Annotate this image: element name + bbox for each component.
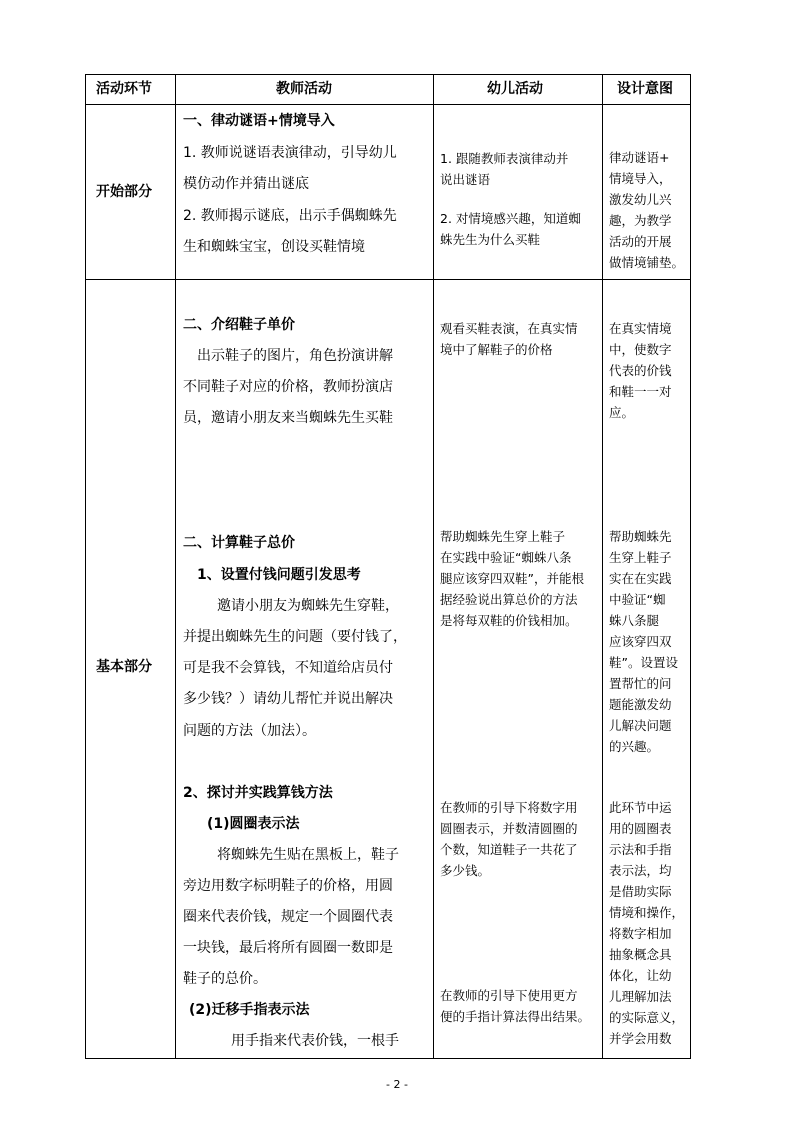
intent-line: 在真实情境 bbox=[609, 321, 672, 336]
intent-line: 代表的价钱 bbox=[609, 363, 672, 378]
intent-line: 表示法，均 bbox=[609, 863, 672, 878]
child-line: 观看买鞋表演，在真实情 bbox=[440, 321, 578, 336]
child-line: 是将每双鞋的价钱相加。 bbox=[440, 613, 578, 628]
teacher-line: 出示鞋子的图片，角色扮演讲解 bbox=[197, 348, 393, 364]
intent-line: 应该穿四双 bbox=[609, 634, 672, 649]
child-line: 在教师的引导下将数字用 bbox=[440, 800, 578, 815]
intent-line: 并学会用数 bbox=[609, 1031, 672, 1046]
intent-line: 律动谜语+ bbox=[609, 150, 670, 165]
intent-line: 蛛八条腿 bbox=[609, 613, 660, 628]
child-line: 圆圈表示，并数清圆圈的 bbox=[440, 821, 578, 836]
child-line: 境中了解鞋子的价格 bbox=[440, 342, 553, 357]
intent-line: 题能激发幼 bbox=[609, 697, 672, 712]
teacher-line: 二、计算鞋子总价 bbox=[183, 535, 295, 551]
intent-line: 激发幼儿兴 bbox=[609, 192, 672, 207]
stage-start: 开始部分 bbox=[96, 184, 152, 200]
teacher-line: 1、设置付钱问题引发思考 bbox=[197, 567, 361, 583]
teacher-line: 将蜘蛛先生贴在黑板上，鞋子 bbox=[217, 847, 399, 863]
intent-line: 体化，让幼 bbox=[609, 968, 672, 983]
teacher-line: 一块钱，最后将所有圆圈一数即是 bbox=[183, 940, 393, 956]
child-line: 腿应该穿四双鞋”，并能根 bbox=[440, 571, 584, 586]
intent-line: 中，使数字 bbox=[609, 342, 672, 357]
intent-line: 生穿上鞋子 bbox=[609, 550, 672, 565]
intent-line: 鞋”。设置设 bbox=[609, 655, 678, 670]
teacher-line: 1. 教师说谜语表演律动，引导幼儿 bbox=[183, 145, 397, 161]
teacher-line: 邀请小朋友为蜘蛛先生穿鞋， bbox=[217, 598, 399, 614]
child-line: 多少钱。 bbox=[440, 863, 491, 878]
child-line: 在教师的引导下使用更方 bbox=[440, 988, 578, 1003]
child-line: 蛛先生为什么买鞋 bbox=[440, 232, 541, 247]
teacher-line: 2. 教师揭示谜底，出示手偶蜘蛛先 bbox=[183, 208, 397, 224]
intent-line: 将数字相加 bbox=[609, 926, 672, 941]
child-line: 在实践中验证“蜘蛛八条 bbox=[440, 550, 572, 565]
stage-basic: 基本部分 bbox=[96, 659, 152, 675]
column-divider bbox=[602, 75, 603, 1058]
teacher-line: (1)圆圈表示法 bbox=[207, 816, 300, 832]
row-divider bbox=[86, 279, 690, 280]
header-stage: 活动环节 bbox=[96, 81, 152, 97]
page-number: - 2 - bbox=[386, 1078, 408, 1091]
child-line: 便的手指计算法得出结果。 bbox=[440, 1009, 591, 1024]
teacher-line: 生和蜘蛛宝宝，创设买鞋情境 bbox=[183, 239, 365, 255]
intent-line: 置帮忙的问 bbox=[609, 676, 672, 691]
teacher-line: 二、介绍鞋子单价 bbox=[183, 317, 295, 333]
teacher-line: 问题的方法（加法）。 bbox=[183, 723, 316, 739]
row-divider bbox=[86, 104, 690, 105]
intent-line: 儿理解加法 bbox=[609, 989, 672, 1004]
intent-line: 情境导入， bbox=[609, 171, 672, 186]
teacher-line: 可是我不会算钱，不知道给店员付 bbox=[183, 660, 393, 676]
column-divider bbox=[175, 75, 176, 1058]
intent-line: 抽象概念具 bbox=[609, 947, 672, 962]
teacher-line: 2、探讨并实践算钱方法 bbox=[183, 785, 333, 801]
child-line: 2. 对情境感兴趣，知道蜘 bbox=[440, 211, 581, 226]
intent-line: 应。 bbox=[609, 405, 635, 420]
intent-line: 做情境铺垫。 bbox=[609, 255, 685, 270]
child-line: 说出谜语 bbox=[440, 172, 491, 187]
header-teacher: 教师活动 bbox=[276, 81, 332, 97]
teacher-line: 并提出蜘蛛先生的问题（要付钱了， bbox=[183, 629, 407, 645]
intent-line: 是借助实际 bbox=[609, 884, 672, 899]
header-intent: 设计意图 bbox=[617, 81, 673, 97]
child-line: 个数，知道鞋子一共花了 bbox=[440, 842, 578, 857]
teacher-line: 旁边用数字标明鞋子的价格，用圆 bbox=[183, 878, 393, 894]
intent-line: 示法和手指 bbox=[609, 842, 672, 857]
teacher-line: (2)迁移手指表示法 bbox=[189, 1002, 310, 1018]
intent-line: 的实际意义， bbox=[609, 1010, 685, 1025]
intent-line: 的兴趣。 bbox=[609, 739, 660, 754]
teacher-line: 用手指来代表价钱，一根手 bbox=[231, 1033, 399, 1049]
intent-line: 和鞋一一对 bbox=[609, 384, 672, 399]
child-line: 帮助蜘蛛先生穿上鞋子 bbox=[440, 529, 566, 544]
intent-line: 中验证“蜘 bbox=[609, 592, 666, 607]
teacher-line: 圈来代表价钱，规定一个圆圈代表 bbox=[183, 909, 393, 925]
teacher-line: 多少钱？）请幼儿帮忙并说出解决 bbox=[183, 691, 393, 707]
teacher-line: 员，邀请小朋友来当蜘蛛先生买鞋 bbox=[183, 410, 393, 426]
intent-line: 此环节中运 bbox=[609, 800, 672, 815]
intent-line: 帮助蜘蛛先 bbox=[609, 529, 672, 544]
child-line: 1. 跟随教师表演律动并 bbox=[440, 151, 569, 166]
intent-line: 活动的开展 bbox=[609, 234, 672, 249]
child-line: 据经验说出算总价的方法 bbox=[440, 592, 578, 607]
header-child: 幼儿活动 bbox=[487, 81, 543, 97]
intent-line: 趣，为教学 bbox=[609, 213, 672, 228]
teacher-line: 不同鞋子对应的价格，教师扮演店 bbox=[183, 379, 393, 395]
intent-line: 儿解决问题 bbox=[609, 718, 672, 733]
intent-line: 实在在实践 bbox=[609, 571, 672, 586]
teacher-line: 鞋子的总价。 bbox=[183, 971, 267, 987]
teacher-line: 模仿动作并猜出谜底 bbox=[183, 176, 309, 192]
intent-line: 用的圆圈表 bbox=[609, 821, 672, 836]
column-divider bbox=[433, 75, 434, 1058]
activity-table bbox=[85, 74, 691, 1059]
teacher-line: 一、律动谜语+情境导入 bbox=[183, 113, 335, 129]
intent-line: 情境和操作， bbox=[609, 905, 685, 920]
